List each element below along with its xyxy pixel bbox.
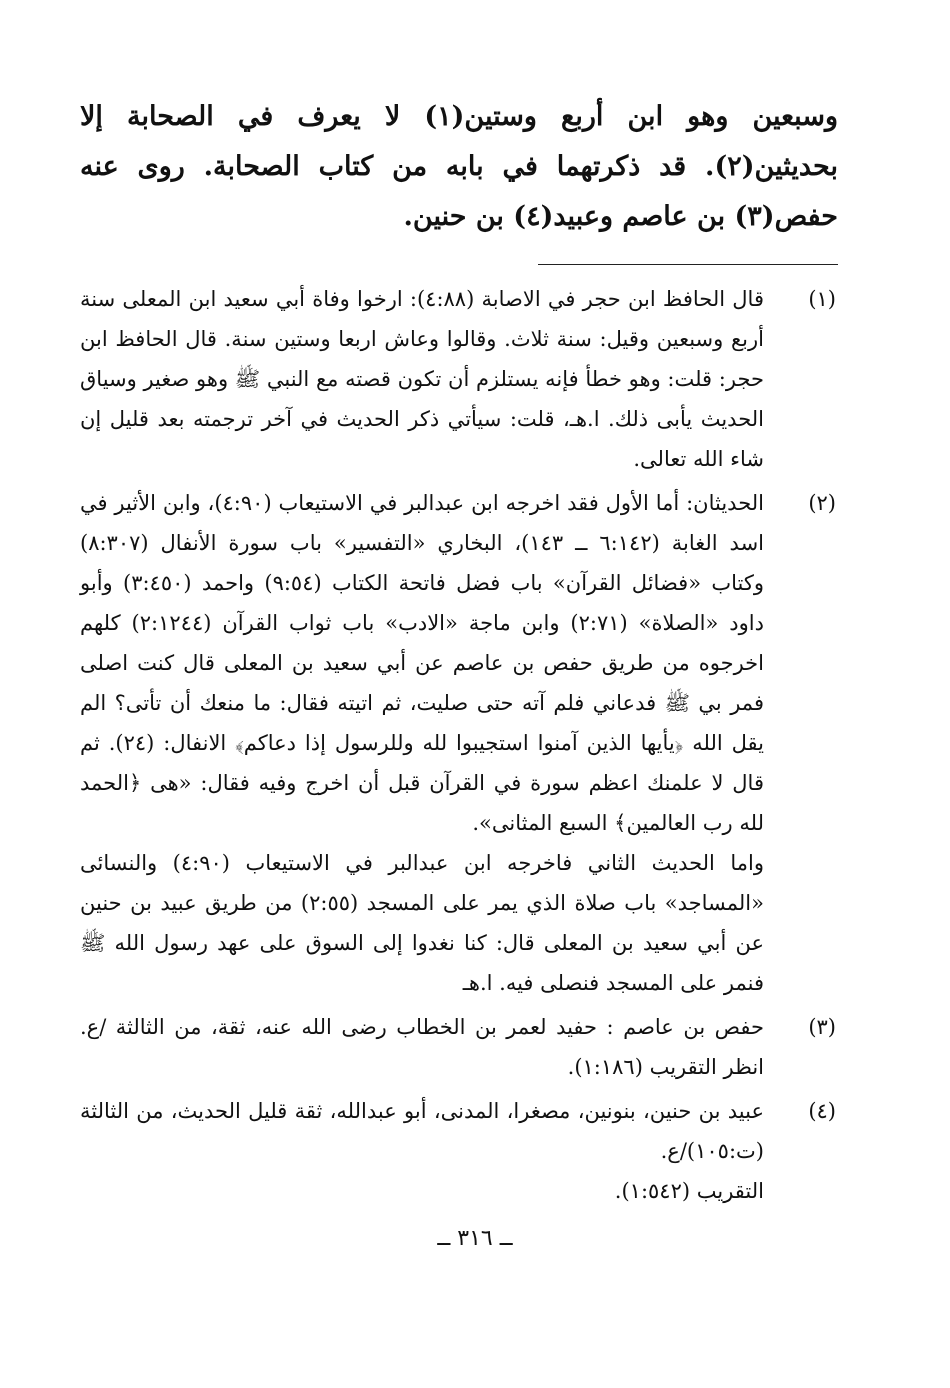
footnote-paragraph: واما الحديث الثاني فاخرجه ابن عبدالبر في الاستيعاب (٤:٩٠) والنسائى «المساجد» باب صلاة الذي يمر على المسجد (٢:٥٥) من طريق عبيد بن حنين عن أبي سعيد بن المعلى قال: كنا نغدوا إلى السوق على عهد رسول الله ﷺ فنمر على المسجد فنصلى فيه. ا.هـ (80, 851, 764, 995)
footnote-number: (٤) (808, 1099, 836, 1123)
footnote-3 (80, 1007, 838, 1087)
footnote-paragraph: عبيد بن حنين، بنونين، مصغرا، المدنى، أبو عبدالله، ثقة قليل الحديث، من الثالثة (ت:١٠٥)/ع. (80, 1099, 764, 1163)
footnote-paragraph: الحديثان: أما الأول فقد اخرجه ابن عبدالبر في الاستيعاب (٤:٩٠)، وابن الأثير في اسد الغابة (٦:١٤٢ ــ ١٤٣)، البخاري «التفسير» باب سورة الأنفال (٨:٣٠٧) وكتاب «فضائل القرآن» باب فضل فاتحة الكتاب (٩:٥٤) واحمد (٣:٤٥٠) وأبو داود «الصلاة» (٢:٧١) وابن ماجة «الادب» باب ثواب القرآن (٢:١٢٤٤) كلهم اخرجوه من طريق حفص بن عاصم عن أبي سعيد بن المعلى قال كنت اصلى فمر بي ﷺ فدعاني فلم آته حتى صليت، ثم اتيته فقال: ما منعك أن تأتى؟ الم يقل الله ﴿يأيها الذين آمنوا استجيبوا لله وللرسول إذا دعاكم﴾ الانفال: (٢٤). ثم قال لا علمنك اعظم سورة في القرآن قبل أن اخرج وفيه فقال: «هى ﴿الحمد لله رب العالمين﴾ السبع المثانى». (80, 491, 765, 835)
footnote-4 (80, 1091, 838, 1211)
footnotes (80, 279, 838, 1211)
page-content (80, 92, 838, 1215)
footnote-paragraph: التقريب (١:٥٤٢). (614, 1179, 764, 1203)
footnote-number: (١) (808, 287, 836, 311)
footnote-paragraph: قال الحافظ ابن حجر في الاصابة (٤:٨٨): ارخوا وفاة أبي سعيد ابن المعلى سنة أربع وسبعين وقيل: سنة ثلاث. وقالوا وعاش اربعا وستين سنة. قال الحافظ ابن حجر: قلت: وهو خطأ فإنه يستلزم أن تكون قصته مع النبي ﷺ وهو صغير وسياق الحديث يأبى ذلك. ا.هـ، قلت: سيأتي ذكر الحديث في آخر ترجمته بعد قليل إن شاء الله تعالى. (80, 287, 764, 471)
footnote-body (80, 279, 764, 479)
page-number: ــ ٣١٦ ــ (437, 1226, 513, 1251)
footnote-body (80, 1007, 764, 1087)
footnote-1 (80, 279, 838, 479)
footnote-body (80, 1091, 764, 1211)
footnote-divider (538, 264, 838, 265)
footnote-body (80, 483, 764, 1003)
footnote-paragraph: حفص بن عاصم : حفيد لعمر بن الخطاب رضى الله عنه، ثقة، من الثالثة /ع. انظر التقريب (١:١٨٦). (80, 1015, 764, 1079)
footnote-number: (٢) (808, 491, 836, 515)
footnote-2 (80, 483, 838, 1003)
main-text: وسبعين وهو ابن أربع وستين(١) لا يعرف في الصحابة إلا بحديثين(٢). قد ذكرتهما في بابه من كتاب الصحابة. روى عنه حفص(٣) بن عاصم وعبيد(٤) بن حنين. (80, 101, 839, 232)
footnote-number: (٣) (808, 1015, 836, 1039)
